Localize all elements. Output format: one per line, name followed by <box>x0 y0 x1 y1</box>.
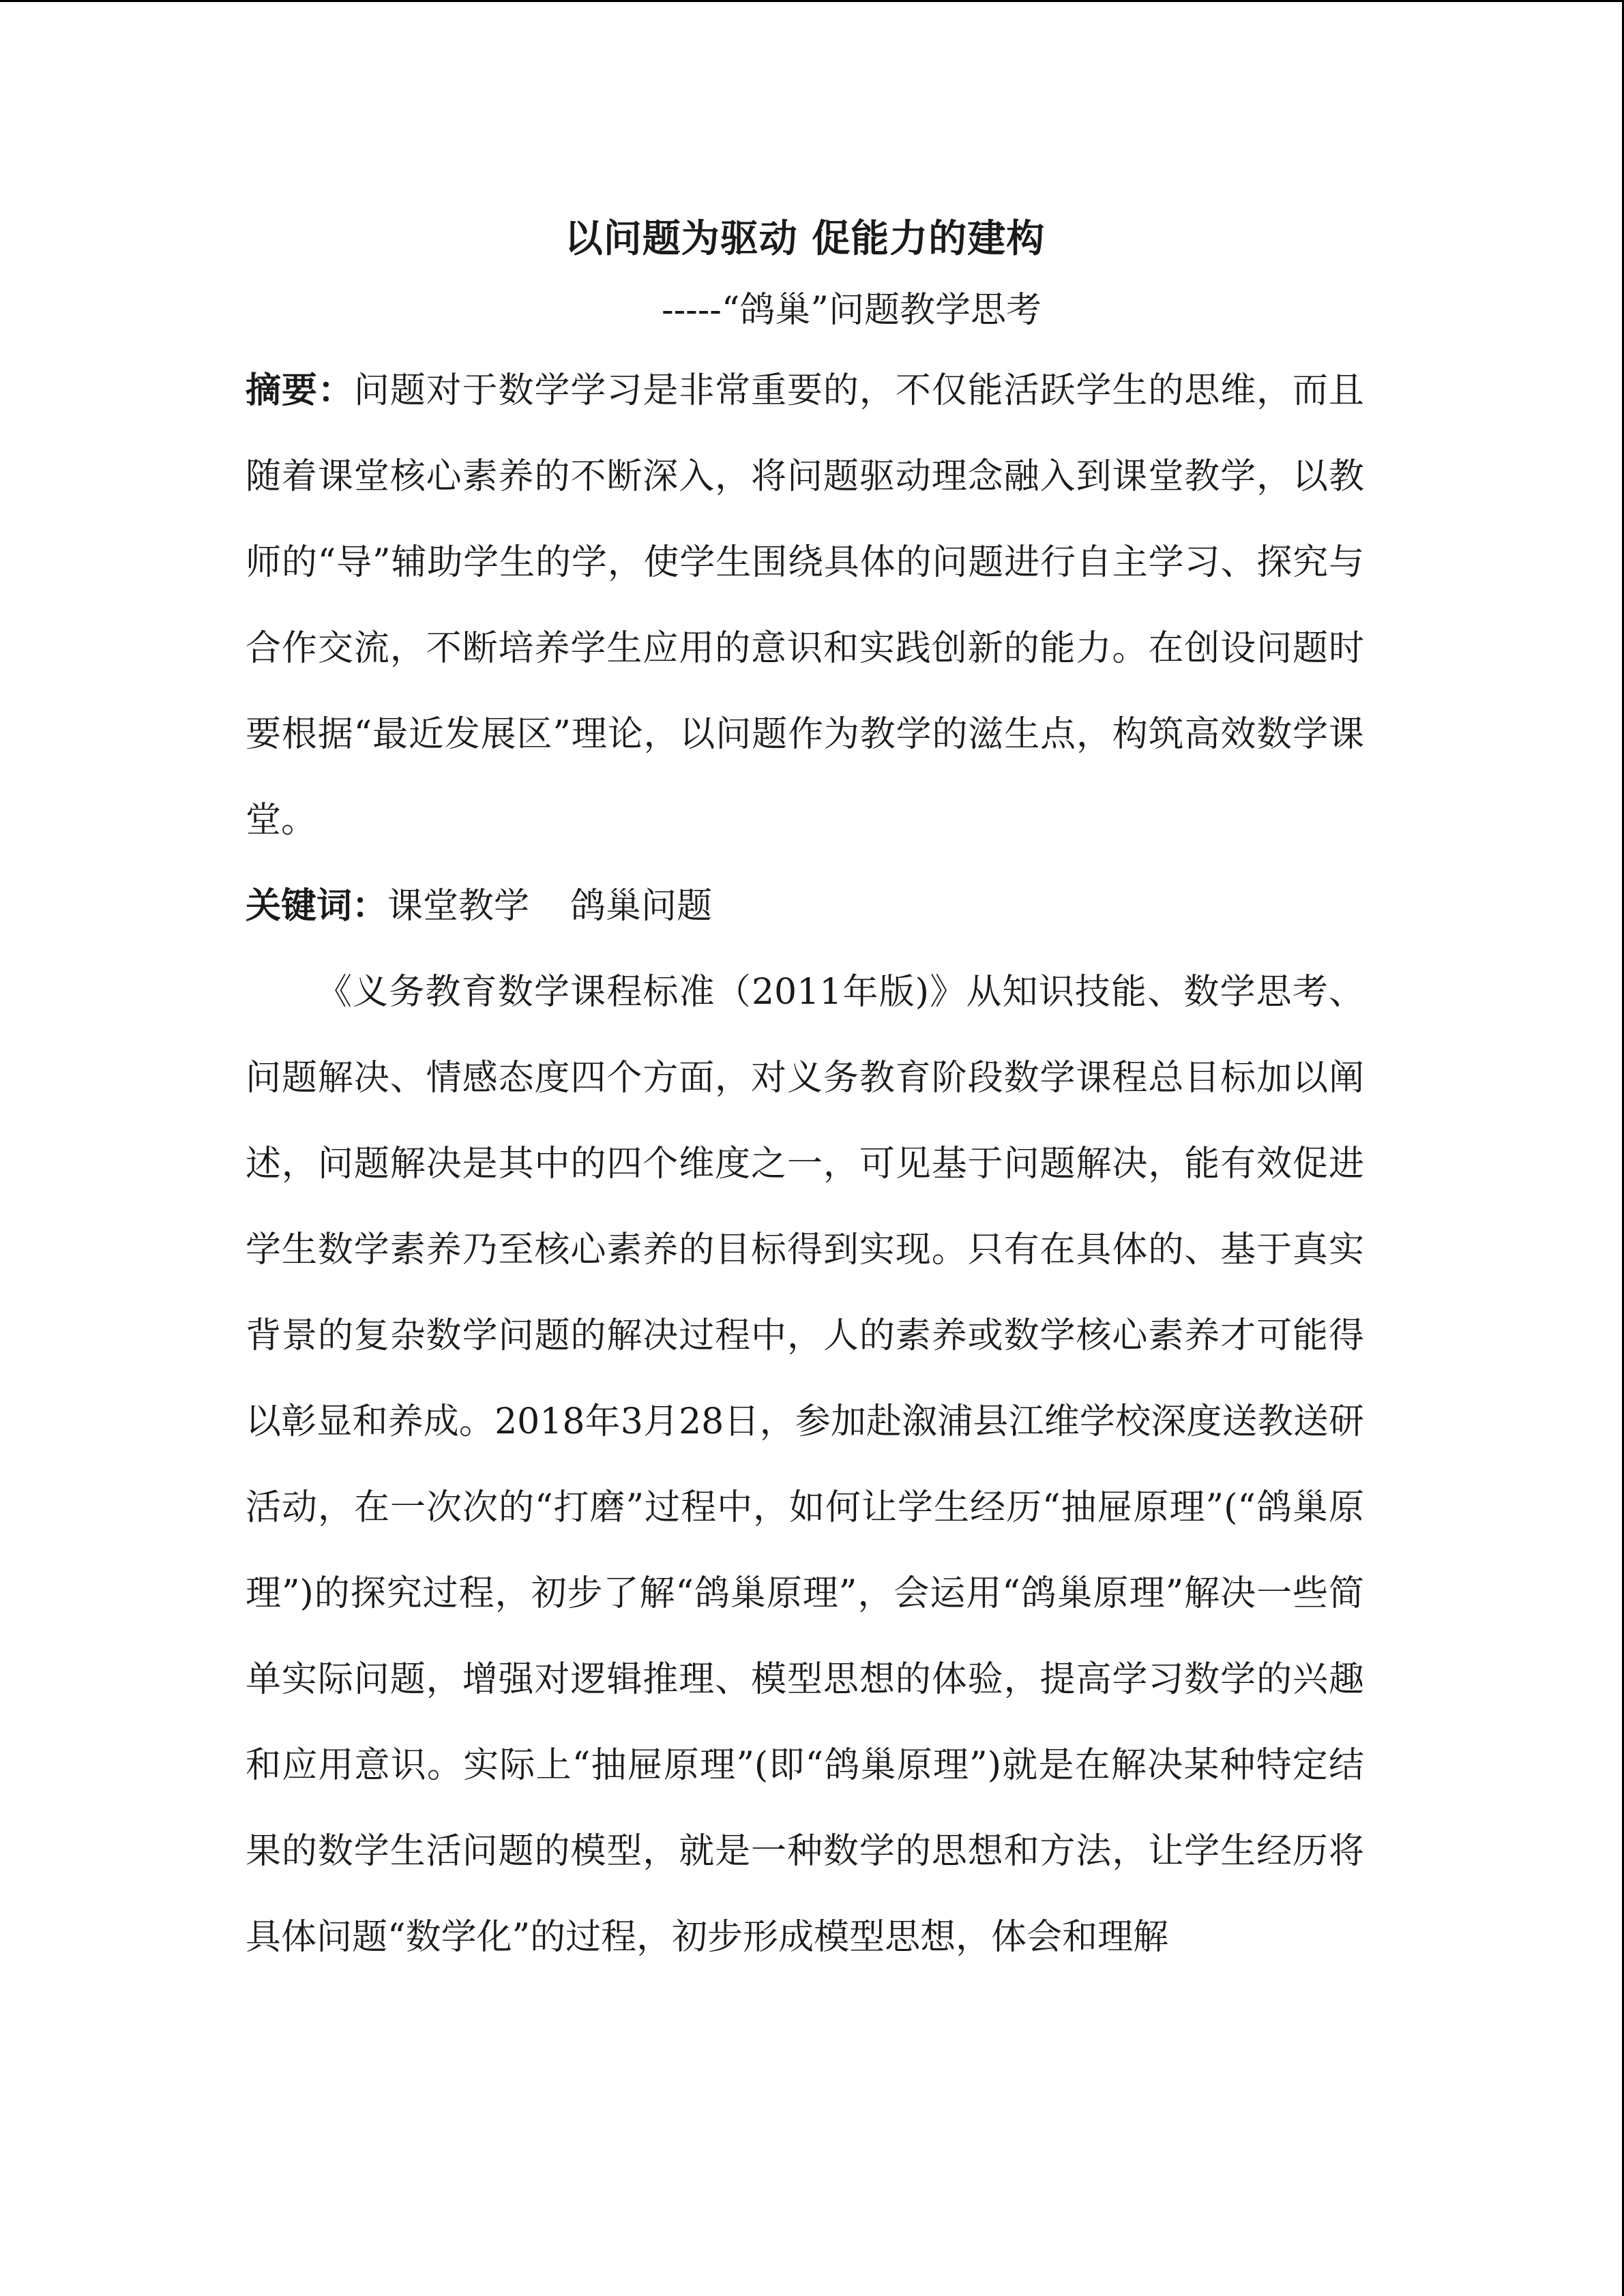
body-paragraph: 《义务教育数学课程标准（2011年版)》从知识技能、数学思考、问题解决、情感态度四个方面，对义务教育阶段数学课程总目标加以阐述，问题解决是其中的四个维度之一，可见基于问题解决，能有效促进学生数学素养乃至核心素养的目标得到实现。只有在具体的、基于真实背景的复杂数学问题的解决过程中，人的素养或数学核心素养才可能得以彰显和养成。2018年3月28日，参加赴溆浦县江维学校深度送教送研活动，在一次次的“打磨”过程中，如何让学生经历“抽屉原理”(“鸽巢原理”)的探究过程，初步了解“鸽巢原理”，会运用“鸽巢原理”解决一些简单实际问题，增强对逻辑推理、模型思想的体验，提高学习数学的兴趣和应用意识。实际上“抽屉原理”(即“鸽巢原理”)就是在解决某种特定结果的数学生活问题的模型，就是一种数学的思想和方法，让学生经历将具体问题“数学化”的过程，初步形成模型思想，体会和理解 <box>246 972 1364 1958</box>
document-title: 以问题为驱动 促能力的建构 <box>564 216 1046 261</box>
keywords-label: 关键词： <box>246 885 388 927</box>
abstract-paragraph <box>246 348 1364 863</box>
document-subtitle: -----“鸽巢”问题教学思考 <box>662 290 1042 331</box>
abstract-label: 摘要： <box>246 370 354 411</box>
keyword-item: 课堂教学 <box>387 886 530 927</box>
document-body <box>246 205 1364 1980</box>
page-border-top <box>0 0 1624 2</box>
keywords-paragraph <box>246 863 1364 949</box>
keyword-item: 鸽巢问题 <box>570 886 713 927</box>
abstract-text: 问题对于数学学习是非常重要的，不仅能活跃学生的思维，而且随着课堂核心素养的不断深入，将问题驱动理念融入到课堂教学，以教师的“导”辅助学生的学，使学生围绕具体的问题进行自主学习、探究与合作交流，不断培养学生应用的意识和实践创新的能力。在创设问题时要根据“最近发展区”理论，以问题作为教学的滋生点，构筑高效数学课堂。 <box>246 370 1364 841</box>
